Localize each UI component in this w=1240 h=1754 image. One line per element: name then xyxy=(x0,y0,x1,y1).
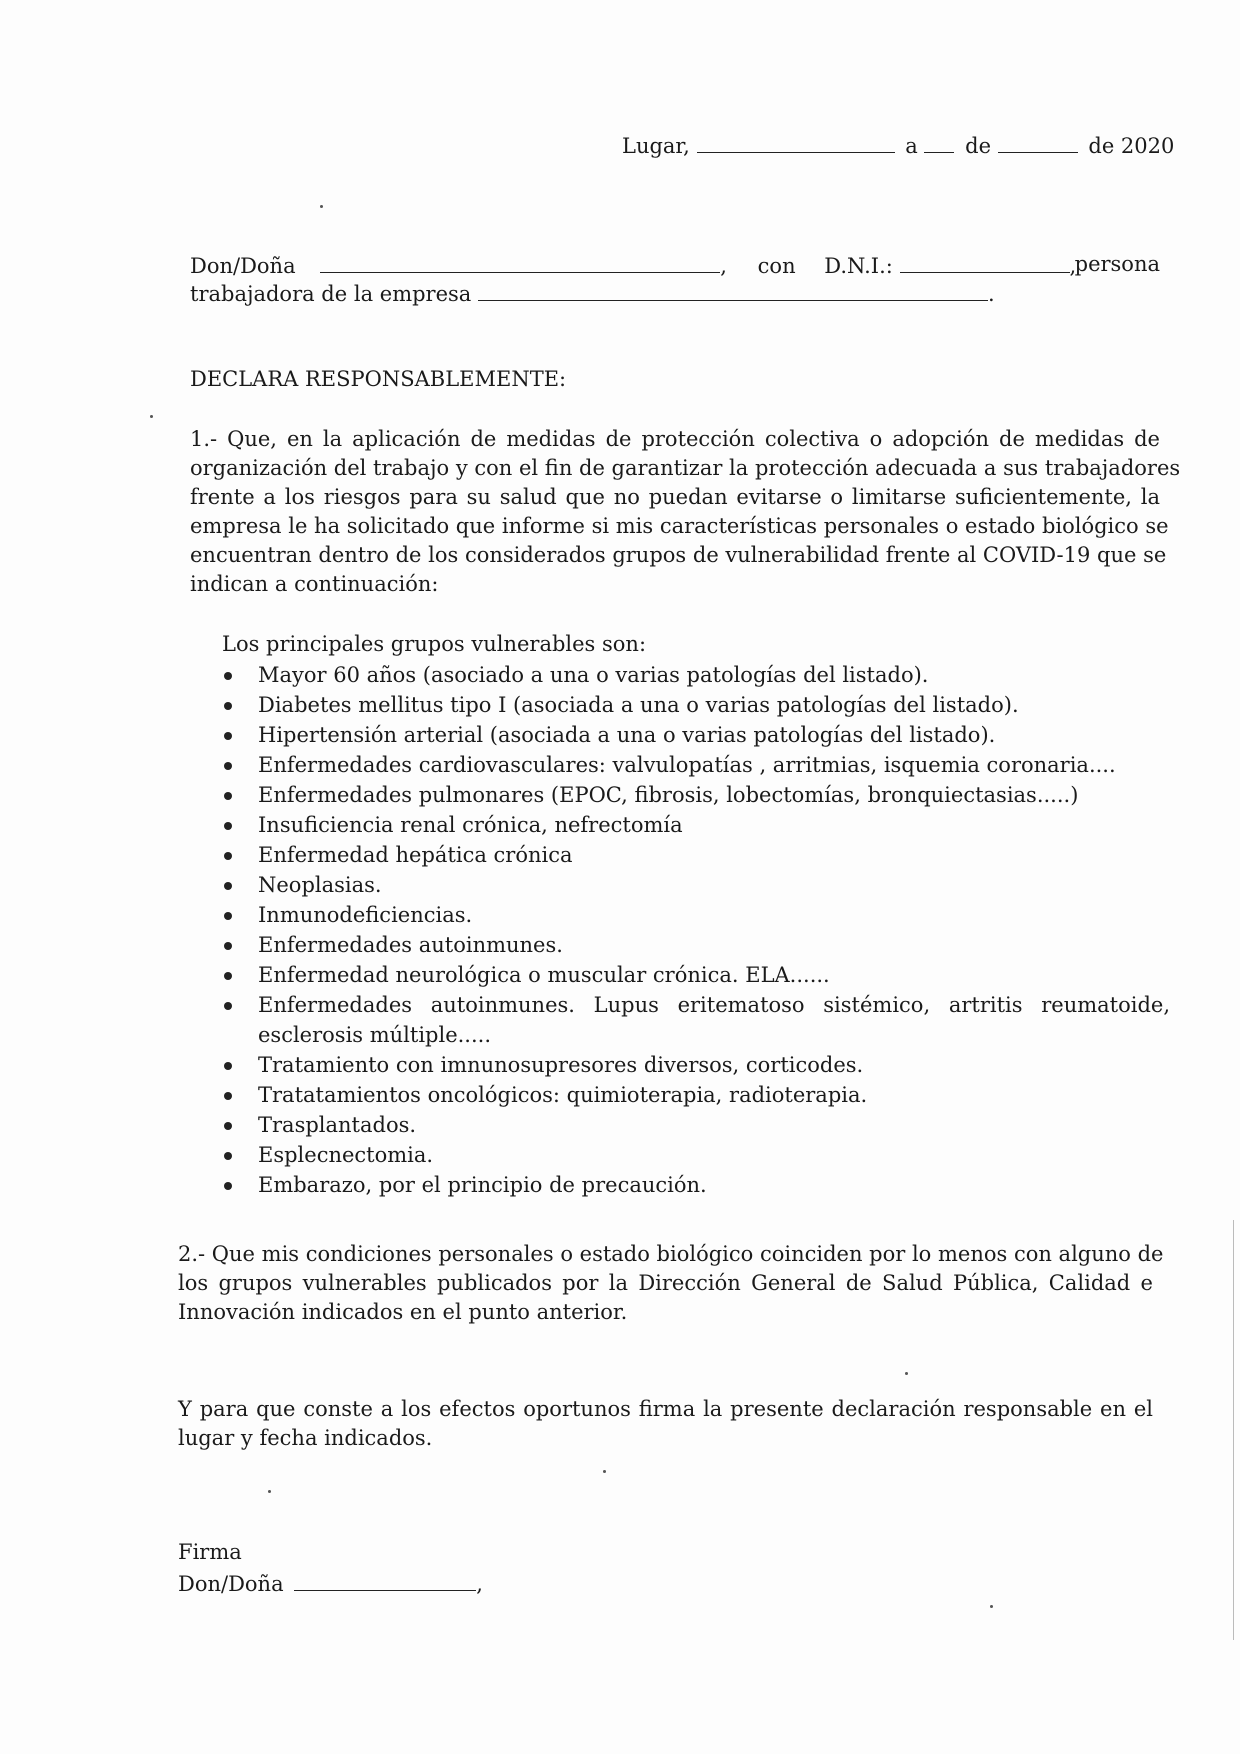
de-label: de xyxy=(965,134,991,158)
list-item: Enfermedades cardiovasculares: valvulopatías , arritmias, isquemia coronaria.... xyxy=(210,750,1170,780)
list-item: Neoplasias. xyxy=(210,870,1170,900)
scan-speck xyxy=(150,415,153,418)
paragraph-line: frente a los riesgos para su salud que no puedan evitarse o limitarse suficientemente, la xyxy=(190,485,1160,509)
bullet-icon xyxy=(224,912,232,920)
date-line xyxy=(622,130,1174,160)
list-item: Mayor 60 años (asociado a una o varias patologías del listado). xyxy=(210,660,1170,690)
list-item: Insuficiencia renal crónica, nefrectomía xyxy=(210,810,1170,840)
list-item: Enfermedad hepática crónica xyxy=(210,840,1170,870)
vulnerable-groups-list xyxy=(210,660,1170,1200)
paragraph-line: 2.- Que mis condiciones personales o estado biológico coinciden por lo menos con alguno de xyxy=(178,1242,1164,1266)
scan-speck xyxy=(268,1490,271,1493)
paragraph-line: los grupos vulnerables publicados por la Dirección General de Salud Pública, Calidad e xyxy=(178,1271,1153,1295)
scan-speck xyxy=(990,1605,993,1608)
year-label: de 2020 xyxy=(1088,134,1175,158)
scan-speck xyxy=(320,205,323,208)
scan-speck xyxy=(603,1470,606,1473)
list-item: Tratamiento con imnunosupresores diversos, corticodes. xyxy=(210,1050,1170,1080)
paragraph-line: Y para que conste a los efectos oportunos firma la presente declaración responsable en el xyxy=(178,1397,1153,1421)
bullet-icon xyxy=(224,1122,232,1130)
list-item: Trasplantados. xyxy=(210,1110,1170,1140)
paragraph-line: 1.- Que, en la aplicación de medidas de protección colectiva o adopción de medidas de xyxy=(190,427,1160,451)
point-1-paragraph xyxy=(190,425,1181,599)
list-item: Hipertensión arterial (asociada a una o varias patologías del listado). xyxy=(210,720,1170,750)
bullet-icon xyxy=(224,762,232,770)
paragraph-line: organización del trabajo y con el fin de garantizar la protección adecuada a sus trabajadores xyxy=(190,456,1181,480)
point-2-paragraph xyxy=(178,1240,1164,1327)
list-item: Enfermedad neurológica o muscular crónica. ELA...... xyxy=(210,960,1170,990)
list-item: Enfermedades pulmonares (EPOC, fibrosis, lobectomías, bronquiectasias.....) xyxy=(210,780,1170,810)
list-item: Esplecnectomia. xyxy=(210,1140,1170,1170)
bullet-icon xyxy=(224,822,232,830)
declara-heading: DECLARA RESPONSABLEMENTE: xyxy=(190,367,567,391)
list-item: Inmunodeficiencias. xyxy=(210,900,1170,930)
paragraph-line: lugar y fecha indicados. xyxy=(178,1426,433,1450)
identification-line-2: trabajadora de la empresa . xyxy=(190,278,995,308)
a-label: a xyxy=(905,134,918,158)
lugar-label: Lugar, xyxy=(622,134,690,158)
list-item: Tratatamientos oncológicos: quimioterapia, radioterapia. xyxy=(210,1080,1170,1110)
persona-label: persona xyxy=(1074,252,1160,276)
name-blank[interactable] xyxy=(320,250,720,273)
dni-blank[interactable] xyxy=(900,250,1070,273)
signature-name-blank[interactable] xyxy=(294,1568,476,1591)
bullet-icon xyxy=(224,1182,232,1190)
lugar-blank[interactable] xyxy=(697,130,895,153)
bullet-icon xyxy=(224,942,232,950)
list-item: Diabetes mellitus tipo I (asociada a una o varias patologías del listado). xyxy=(210,690,1170,720)
bullet-icon xyxy=(224,852,232,860)
paragraph-line: encuentran dentro de los considerados grupos de vulnerabilidad frente al COVID-19 que se xyxy=(190,543,1167,567)
signature-don-dona-label: Don/Doña xyxy=(178,1572,284,1596)
day-blank[interactable] xyxy=(924,130,954,153)
bullet-icon xyxy=(224,792,232,800)
signature-line: Don/Doña , xyxy=(178,1568,483,1598)
bullet-icon xyxy=(224,1152,232,1160)
con-label: con xyxy=(757,254,796,278)
bullet-icon xyxy=(224,1092,232,1100)
bullet-icon xyxy=(224,672,232,680)
groups-intro: Los principales grupos vulnerables son: xyxy=(222,632,647,656)
dni-label: D.N.I.: xyxy=(824,254,893,278)
firma-label: Firma xyxy=(178,1540,242,1564)
bullet-icon xyxy=(224,732,232,740)
bullet-icon xyxy=(224,1002,232,1010)
bullet-icon xyxy=(224,882,232,890)
bullet-icon xyxy=(224,702,232,710)
bullet-icon xyxy=(224,972,232,980)
scan-edge xyxy=(1233,1220,1234,1640)
paragraph-line: Innovación indicados en el punto anterior. xyxy=(178,1300,628,1324)
paragraph-line: indican a continuación: xyxy=(190,572,439,596)
closing-paragraph xyxy=(178,1395,1153,1453)
list-item: Embarazo, por el principio de precaución. xyxy=(210,1170,1170,1200)
month-blank[interactable] xyxy=(998,130,1078,153)
list-item: Enfermedades autoinmunes. Lupus eritematoso sistémico, artritis reumatoide, esclerosis múltiple..... xyxy=(210,990,1170,1050)
bullet-icon xyxy=(224,1062,232,1070)
list-item: Enfermedades autoinmunes. xyxy=(210,930,1170,960)
trabajadora-label: trabajadora de la empresa xyxy=(190,282,472,306)
scan-speck xyxy=(905,1372,908,1375)
company-blank[interactable] xyxy=(478,278,988,301)
identification-line-1: Don/Doña , con D.N.I.: , persona xyxy=(190,252,1160,278)
paragraph-line: empresa le ha solicitado que informe si mis características personales o estado biológico se xyxy=(190,514,1169,538)
don-dona-label: Don/Doña xyxy=(190,254,296,278)
